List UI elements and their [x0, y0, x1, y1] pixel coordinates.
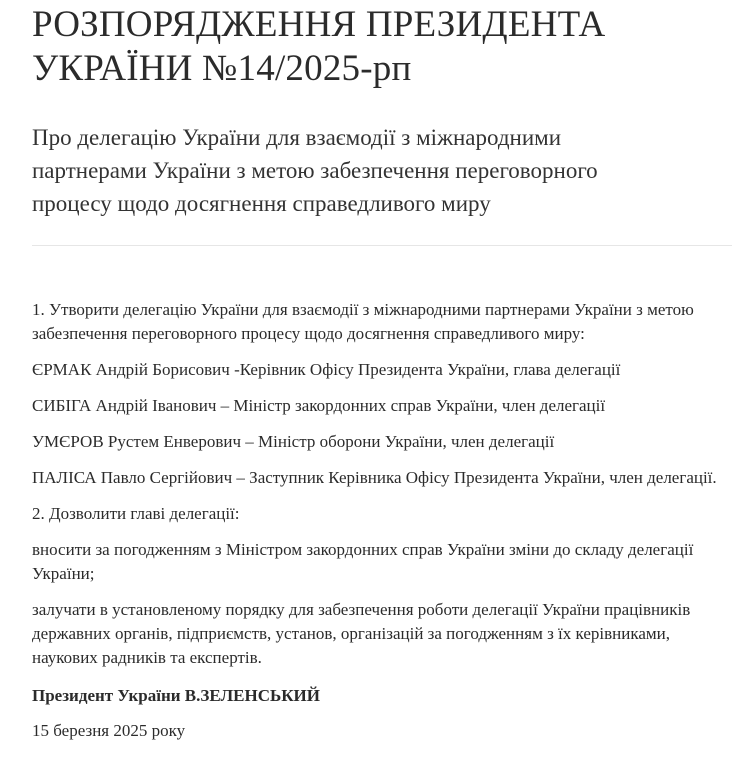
delegation-member: УМЄРОВ Рустем Енверович – Міністр оборони України, член делегації [32, 432, 555, 451]
delegation-member: СИБІГА Андрій Іванович – Міністр закордонних справ України, член делегації [32, 396, 606, 415]
title-line-2: УКРАЇНИ №14/2025-рп [32, 48, 412, 89]
title-line-1: РОЗПОРЯДЖЕННЯ ПРЕЗИДЕНТА [32, 4, 606, 45]
delegation-member-head: ЄРМАК Андрій Борисович -Керівник Офісу Президента України, глава делегації [32, 360, 621, 379]
permission-item: залучати в установленому порядку для забезпечення роботи делегації України працівників державних органів, підприємств, установ, організацій за погодженням з їх керівниками, наукових радників та експертів. [32, 600, 691, 667]
delegation-member: ПАЛІСА Павло Сергійович – Заступник Керівника Офісу Президента України, член делегації. [32, 468, 717, 487]
decree-date: 15 березня 2025 року [32, 721, 186, 740]
paragraph-item-1: 1. Утворити делегацію України для взаємодії з міжнародними партнерами України з метою забезпечення переговорного процесу щодо досягнення справедливого миру: [32, 300, 694, 343]
decree-body [32, 298, 732, 743]
permission-item: вносити за погодженням з Міністром закордонних справ України зміни до складу делегації України; [32, 540, 694, 583]
signature: Президент України В.ЗЕЛЕНСЬКИЙ [32, 686, 320, 705]
decree-subtitle: Про делегацію України для взаємодії з міжнародними партнерами України з метою забезпечення переговорного процесу щодо досягнення справедливого миру [32, 125, 598, 216]
page-title [32, 0, 732, 91]
paragraph-item-2: 2. Дозволити главі делегації: [32, 504, 240, 523]
section-divider [32, 245, 732, 246]
decree-page [32, 0, 732, 743]
